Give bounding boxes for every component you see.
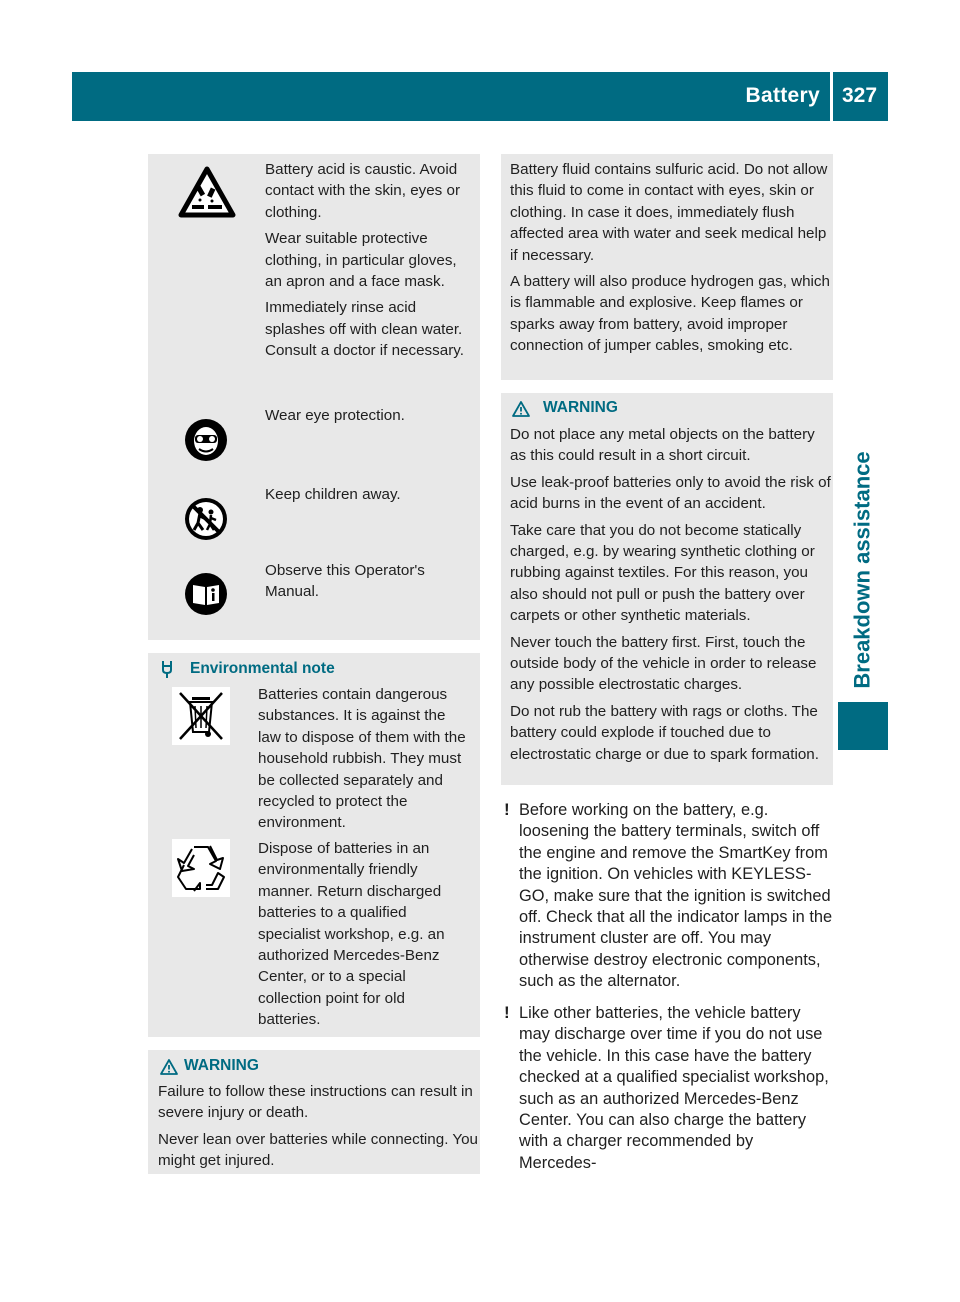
eye-protection-icon	[184, 418, 228, 462]
fluid-para-1: Battery fluid contains sulfuric acid. Do not allow this fluid to come in contact with eyes, skin or clothing. In case it does, immediately flush affected area with water and seek medical help if necessary.	[510, 161, 828, 264]
warning-heading-right: WARNING	[543, 399, 618, 416]
warning-text-right	[510, 424, 832, 765]
caution-mark-1: !	[504, 800, 510, 819]
lightbulb-icon	[159, 659, 175, 679]
caustic-text	[265, 159, 470, 362]
warning-triangle-icon	[159, 1058, 179, 1076]
warning-right-para-2: Use leak-proof batteries only to avoid the risk of acid burns in the event of an accident.	[510, 473, 831, 513]
eye-protection-text: Wear eye protection.	[265, 407, 405, 424]
caustic-text-2: Wear suitable protective clothing, in particular gloves, an apron and a face mask.	[265, 230, 457, 291]
warning-right-para-5: Do not rub the battery with rags or cloths. The battery could explode if touched due to electrostatic charge or due to spark formation.	[510, 702, 819, 763]
disposal-text: Batteries contain dangerous substances. It is against the law to dispose of them with the household rubbish. They must be collected separately and recycled to protect the environment.	[258, 686, 466, 832]
battery-fluid-box	[501, 154, 833, 380]
page-number: 327	[842, 84, 878, 107]
caution-note-2: Like other batteries, the vehicle battery may discharge over time if you do not use the vehicle. In this case have the battery checked at a qualified specialist workshop, such as an authorized Mercedes-Benz Center. You can also charge the battery with a charger recommended by Mercedes-	[519, 1004, 829, 1172]
warning-right-para-1: Do not place any metal objects on the battery as this could result in a short circuit.	[510, 426, 815, 465]
section-title: Battery	[745, 84, 820, 107]
warning-right-para-3: Take care that you do not become statically charged, e.g. by wearing synthetic clothing or rubbing against textiles. For this reason, you also should not pull or push the battery over carpets or other synthetic materials.	[510, 521, 815, 625]
side-tab-marker	[838, 702, 888, 750]
fluid-para-2: A battery will also produce hydrogen gas, which is flammable and explosive. Keep flames or sparks away from battery, avoid improper connection of jumper cables, smoking etc.	[510, 273, 830, 355]
warning-heading-left: WARNING	[184, 1057, 259, 1074]
caustic-text-3: Immediately rinse acid splashes off with clean water. Consult a doctor if necessary.	[265, 299, 464, 360]
caution-note-1: Before working on the battery, e.g. loosening the battery terminals, switch off the engine and remove the SmartKey from the ignition. On vehicles with KEYLESS-GO, make sure that the ignition is switched off. Check that all the indicator lamps in the instrument cluster are off. You may otherwise destroy electronic components, such as the alternator.	[519, 801, 833, 991]
caustic-warning-icon	[178, 166, 236, 218]
symbols-box	[148, 154, 480, 640]
side-tab-label: Breakdown assistance	[850, 451, 876, 689]
side-tab	[838, 440, 888, 700]
environmental-note-box	[148, 653, 480, 1037]
caution-mark-2: !	[504, 1003, 510, 1022]
no-children-icon	[184, 497, 228, 541]
manual-text: Observe this Operator's Manual.	[265, 562, 425, 601]
warning-right-para-4: Never touch the battery first. First, touch the outside body of the vehicle in order to release any possible electrostatic charges.	[510, 633, 817, 694]
crossed-bin-icon	[172, 687, 230, 745]
recycle-icon	[172, 839, 230, 897]
caustic-text-1: Battery acid is caustic. Avoid contact with the skin, eyes or clothing.	[265, 161, 460, 221]
warning-text-left	[158, 1081, 478, 1172]
warning-left-para-2: Never lean over batteries while connecting. You might get injured.	[158, 1130, 478, 1170]
children-text: Keep children away.	[265, 486, 401, 503]
warning-left-para-1: Failure to follow these instructions can result in severe injury or death.	[158, 1083, 473, 1122]
environmental-note-heading: Environmental note	[190, 660, 335, 677]
warning-box-left	[148, 1050, 480, 1174]
recycle-text: Dispose of batteries in an environmentally friendly manner. Return discharged batteries to a qualified specialist workshop, e.g. an authorized Mercedes-Benz Center, or to a special collection point for old batteries.	[258, 840, 445, 1029]
warning-triangle-icon	[511, 400, 531, 418]
battery-fluid-text	[510, 159, 830, 357]
header-divider	[830, 72, 833, 121]
manual-icon	[184, 572, 228, 616]
warning-box-right	[501, 393, 833, 785]
